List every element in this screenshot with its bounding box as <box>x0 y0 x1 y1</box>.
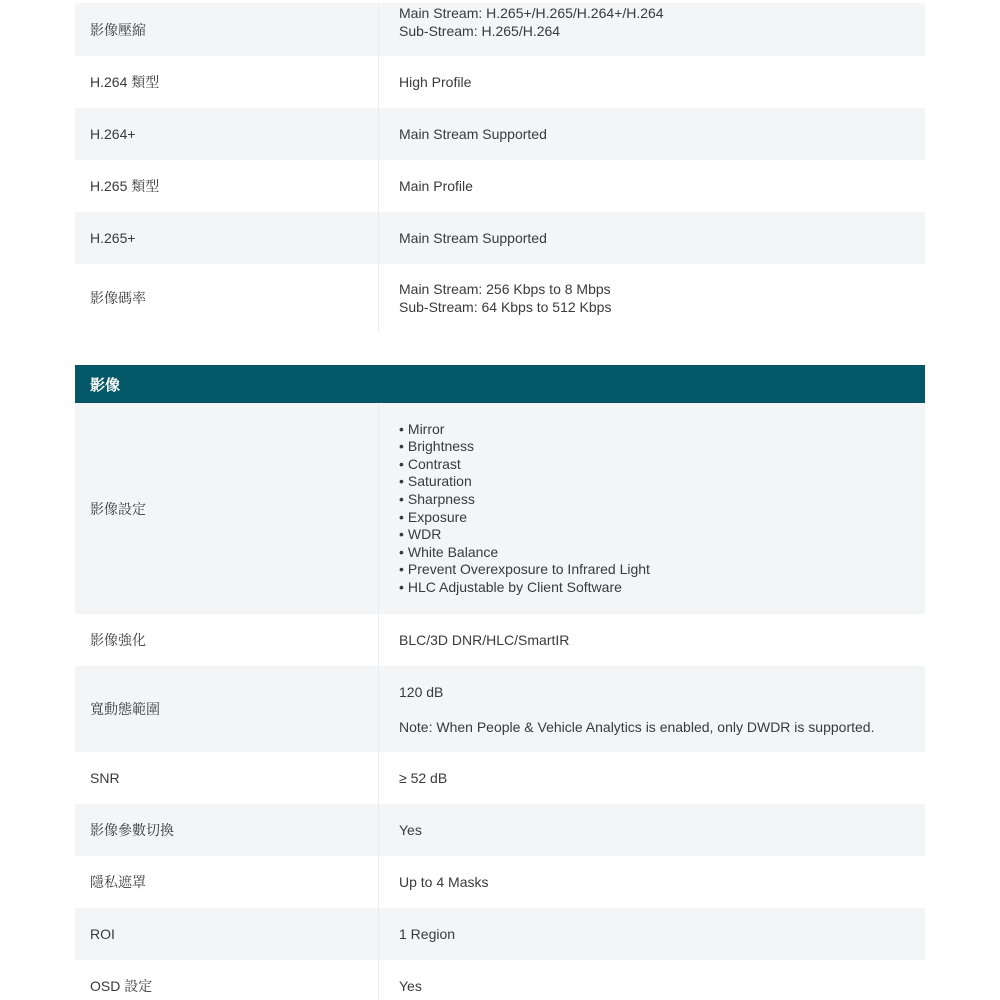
table-row-bitrate <box>75 264 925 332</box>
row-label: ROI <box>75 908 379 960</box>
value-line: Main Stream: H.265+/H.265/H.264+/H.264 <box>399 5 664 21</box>
row-value: Main Profile <box>399 178 473 194</box>
wdr-value: 120 dB <box>399 683 444 700</box>
section-title: 影像 <box>90 376 121 394</box>
row-value <box>379 403 925 614</box>
row-value: Main Stream Supported <box>399 230 547 246</box>
video-spec-table <box>75 3 925 332</box>
table-row-roi <box>75 908 925 960</box>
row-label: 隱私遮罩 <box>75 856 379 908</box>
table-row-video-compression <box>75 3 925 56</box>
row-value: Main Stream Supported <box>399 126 547 142</box>
table-row-snr <box>75 752 925 804</box>
row-label: H.264+ <box>75 108 379 160</box>
list-item: • WDR <box>399 526 925 544</box>
row-value: Yes <box>399 822 422 838</box>
table-row-h265-plus <box>75 212 925 264</box>
list-item: • Brightness <box>399 438 925 456</box>
table-row-h264-type <box>75 56 925 108</box>
table-row-image-enhancement <box>75 614 925 666</box>
list-item: • Exposure <box>399 509 925 527</box>
row-label: 影像壓縮 <box>75 3 379 56</box>
table-row-image-settings <box>75 403 925 614</box>
row-label: H.265+ <box>75 212 379 264</box>
row-value <box>379 264 925 332</box>
row-label: H.265 類型 <box>75 160 379 212</box>
row-label: 影像參數切換 <box>75 804 379 856</box>
list-item: • White Balance <box>399 544 925 562</box>
wdr-note: Note: When People & Vehicle Analytics is enabled, only DWDR is supported. <box>399 718 875 735</box>
row-value: 1 Region <box>399 926 456 942</box>
list-item: • Contrast <box>399 456 925 474</box>
row-value: Yes <box>399 978 422 994</box>
value-line: Sub-Stream: 64 Kbps to 512 Kbps <box>399 299 612 315</box>
table-row-privacy-mask <box>75 856 925 908</box>
table-row-h265-type <box>75 160 925 212</box>
row-label: 寬動態範圍 <box>75 666 379 752</box>
row-value: High Profile <box>399 74 472 90</box>
image-spec-table <box>75 365 925 1000</box>
row-value <box>379 3 925 56</box>
list-item: • HLC Adjustable by Client Software <box>399 579 925 597</box>
list-item: • Prevent Overexposure to Infrared Light <box>399 561 925 579</box>
table-row-h264-plus <box>75 108 925 160</box>
table-row-wdr <box>75 666 925 752</box>
row-label: 影像碼率 <box>75 264 379 332</box>
list-item: • Saturation <box>399 473 925 491</box>
list-item: • Mirror <box>399 421 925 439</box>
row-label: SNR <box>75 752 379 804</box>
row-label: 影像強化 <box>75 614 379 666</box>
spacer <box>399 701 925 718</box>
image-settings-list <box>399 421 925 597</box>
table-row-osd <box>75 960 925 1000</box>
value-line: Sub-Stream: H.265/H.264 <box>399 23 561 39</box>
section-header-image <box>75 365 925 403</box>
row-label: OSD 設定 <box>75 960 379 1000</box>
row-value: Up to 4 Masks <box>399 874 489 890</box>
table-row-param-switch <box>75 804 925 856</box>
row-value <box>379 666 925 752</box>
row-value: ≥ 52 dB <box>399 770 448 786</box>
value-line: Main Stream: 256 Kbps to 8 Mbps <box>399 281 611 297</box>
list-item: • Sharpness <box>399 491 925 509</box>
row-label: H.264 類型 <box>75 56 379 108</box>
row-value: BLC/3D DNR/HLC/SmartIR <box>399 632 570 648</box>
row-label: 影像設定 <box>75 403 379 614</box>
